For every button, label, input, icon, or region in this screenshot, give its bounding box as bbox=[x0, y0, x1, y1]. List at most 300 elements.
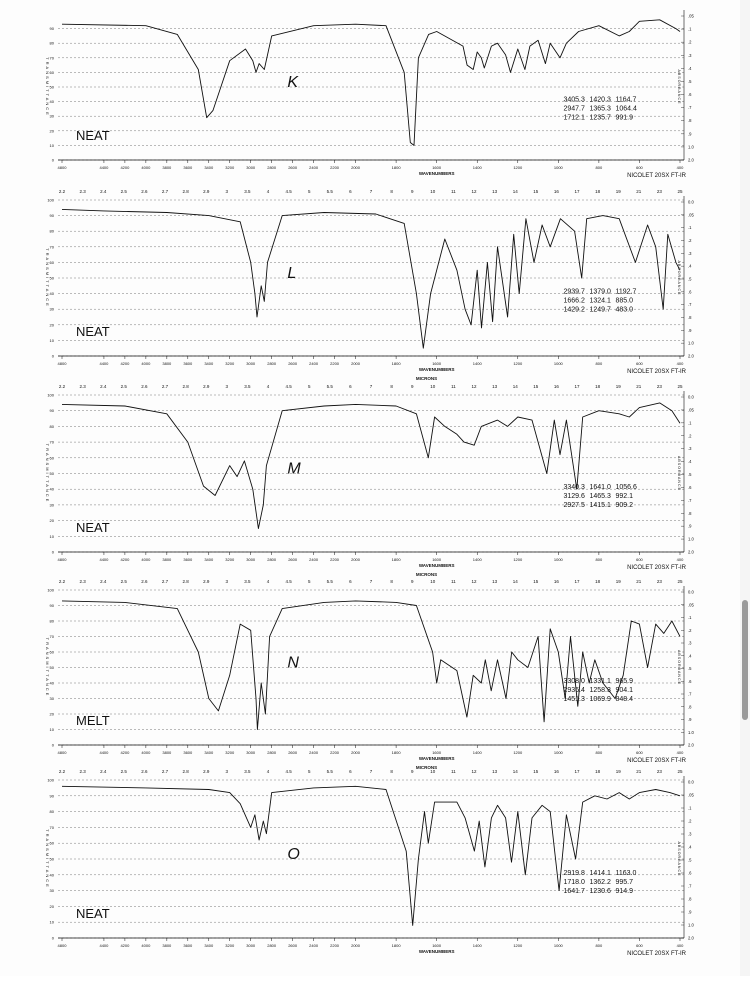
micron-tick-label: 5 bbox=[307, 579, 311, 584]
y-tick-label: 60 bbox=[49, 259, 54, 265]
x-tick-label: 1600 bbox=[432, 943, 442, 948]
x-tick-label: 3000 bbox=[246, 557, 256, 562]
absorbance-tick-label: 2.0 bbox=[688, 742, 694, 748]
absorbance-tick-label: .8 bbox=[688, 118, 692, 124]
absorbance-tick-label: 0.0 bbox=[688, 589, 694, 595]
x-tick-label: 2800 bbox=[267, 943, 277, 948]
y-tick-label: 0 bbox=[51, 935, 54, 941]
absorbance-tick-label: .05 bbox=[688, 407, 694, 413]
micron-tick-label: 2.2 bbox=[58, 579, 66, 584]
absorbance-tick-label: .2 bbox=[688, 39, 692, 45]
absorbance-tick-label: .7 bbox=[688, 883, 692, 889]
scrollbar-track[interactable] bbox=[740, 0, 750, 976]
micron-tick-label: 4 bbox=[266, 384, 270, 389]
micron-tick-label: 18 bbox=[595, 579, 601, 584]
x-tick-label: 4400 bbox=[99, 750, 109, 755]
micron-tick-label: 2.4 bbox=[100, 189, 107, 194]
instrument-label: NICOLET 20SX FT-IR bbox=[627, 173, 686, 179]
y-tick-label: 90 bbox=[49, 793, 54, 799]
absorbance-axis-label: ABSORBANCE bbox=[677, 69, 681, 105]
peak-value: 3405.3 bbox=[563, 96, 585, 104]
micron-tick-label: 12 bbox=[471, 384, 477, 389]
micron-tick-label: 15 bbox=[533, 579, 539, 584]
peak-value: 1666.2 bbox=[563, 297, 585, 305]
absorbance-tick-label: .9 bbox=[688, 909, 692, 915]
x-tick-label: 3400 bbox=[204, 361, 214, 366]
micron-tick-label: 2.3 bbox=[79, 579, 86, 584]
absorbance-axis bbox=[681, 780, 694, 941]
absorbance-tick-label: 1.0 bbox=[688, 340, 694, 346]
x-tick-label: 1800 bbox=[391, 943, 401, 948]
micron-tick-label: 2.2 bbox=[58, 189, 66, 194]
micron-tick-label: 19 bbox=[615, 189, 621, 194]
peak-value: 1712.1 bbox=[563, 114, 585, 122]
peak-value: 1164.7 bbox=[615, 96, 637, 104]
sample-label: L bbox=[287, 265, 297, 282]
x-tick-label: 3200 bbox=[225, 361, 235, 366]
micron-tick-label: 21 bbox=[636, 769, 642, 774]
absorbance-tick-label: .7 bbox=[688, 105, 692, 111]
absorbance-tick-label: .1 bbox=[688, 420, 692, 426]
x-tick-label: 4000 bbox=[141, 943, 151, 948]
absorbance-tick-label: 2.0 bbox=[688, 353, 694, 359]
y-tick-label: 50 bbox=[49, 84, 54, 90]
gridlines bbox=[47, 393, 684, 555]
micron-tick-label: 2.6 bbox=[141, 769, 148, 774]
micron-tick-label: 12 bbox=[471, 579, 477, 584]
micron-tick-label: 7 bbox=[369, 189, 373, 194]
peak-value: 1641.7 bbox=[563, 887, 585, 895]
x-tick-label: 2600 bbox=[288, 165, 298, 170]
micron-tick-label: 4.5 bbox=[285, 769, 292, 774]
y-axis-label: TRANSMITTANCE bbox=[45, 829, 50, 889]
peak-table bbox=[563, 97, 637, 122]
micron-tick-label: 3 bbox=[225, 384, 229, 389]
absorbance-tick-label: .2 bbox=[688, 627, 692, 633]
x-tick-label: 600 bbox=[636, 943, 643, 948]
peak-value: 3340.3 bbox=[563, 484, 585, 492]
x-tick-label: 2000 bbox=[351, 943, 361, 948]
y-tick-label: 90 bbox=[49, 26, 54, 32]
y-tick-label: 30 bbox=[49, 696, 54, 701]
micron-axis bbox=[59, 769, 683, 774]
x-tick-label: 3800 bbox=[162, 165, 172, 170]
state-label: MELT bbox=[76, 713, 110, 728]
micron-tick-label: 2.8 bbox=[182, 384, 189, 389]
peak-value: 2936.4 bbox=[563, 687, 585, 694]
x-tick-label: 3600 bbox=[183, 943, 193, 948]
x-tick-label: 4400 bbox=[99, 361, 109, 366]
absorbance-tick-label: .9 bbox=[688, 717, 692, 722]
peak-value: 914.9 bbox=[615, 887, 634, 895]
micron-tick-label: 9 bbox=[410, 189, 414, 194]
peak-value: 2947.7 bbox=[563, 105, 585, 113]
micron-tick-label: 11 bbox=[451, 769, 456, 774]
micron-tick-label: 2.3 bbox=[79, 189, 86, 194]
y-tick-label: 70 bbox=[49, 634, 54, 639]
micron-tick-label: 16 bbox=[553, 189, 559, 194]
y-tick-label: 70 bbox=[49, 439, 54, 445]
x-tick-label: 1400 bbox=[472, 165, 482, 170]
x-tick-label: 2400 bbox=[309, 165, 319, 170]
peak-value: 1230.6 bbox=[589, 887, 611, 895]
micron-tick-label: 3.5 bbox=[244, 579, 251, 584]
y-tick-label: 40 bbox=[49, 486, 54, 492]
micron-tick-label: 2.4 bbox=[100, 769, 107, 774]
micron-tick-label: 2.2 bbox=[58, 769, 66, 774]
x-tick-label: 4400 bbox=[99, 165, 109, 170]
x-tick-label: 1800 bbox=[391, 361, 401, 366]
micron-tick-label: 15 bbox=[533, 189, 539, 194]
x-axis bbox=[58, 356, 685, 366]
y-tick-label: 20 bbox=[49, 322, 54, 328]
y-tick-label: 80 bbox=[49, 40, 54, 46]
peak-value: 1056.6 bbox=[615, 484, 637, 492]
absorbance-tick-label: .2 bbox=[688, 238, 692, 243]
x-tick-label: 800 bbox=[595, 943, 603, 948]
absorbance-tick-label: .1 bbox=[688, 615, 692, 620]
x-tick-label: 1600 bbox=[432, 750, 442, 755]
x-tick-label: 3200 bbox=[225, 557, 235, 562]
y-tick-label: 70 bbox=[49, 244, 54, 250]
x-tick-label: 4400 bbox=[99, 557, 109, 562]
absorbance-tick-label: .6 bbox=[688, 870, 692, 876]
micron-tick-label: 16 bbox=[553, 769, 559, 774]
absorbance-tick-label: .7 bbox=[688, 691, 692, 697]
peak-value: 1451.3 bbox=[563, 696, 585, 703]
x-axis-label: WAVENUMBERS bbox=[418, 949, 455, 954]
micron-tick-label: 2.3 bbox=[79, 769, 86, 774]
micron-tick-label: 15 bbox=[533, 384, 539, 389]
absorbance-axis bbox=[681, 200, 694, 359]
x-tick-label: 2000 bbox=[351, 361, 361, 366]
micron-tick-label: 2.7 bbox=[161, 579, 169, 584]
micron-tick-label: 14 bbox=[512, 189, 518, 194]
micron-tick-label: 2.9 bbox=[203, 579, 210, 584]
peak-value: 2919.8 bbox=[563, 869, 585, 877]
peak-value: 1718.0 bbox=[563, 878, 585, 886]
y-tick-label: 90 bbox=[49, 408, 54, 414]
x-tick-label: 1600 bbox=[432, 165, 442, 170]
absorbance-tick-label: .1 bbox=[688, 225, 692, 231]
x-tick-label: 3600 bbox=[183, 165, 193, 170]
micron-tick-label: 6 bbox=[349, 384, 352, 389]
absorbance-tick-label: .6 bbox=[688, 92, 692, 98]
y-tick-label: 10 bbox=[49, 919, 54, 925]
y-tick-label: 40 bbox=[49, 291, 54, 297]
absorbance-tick-label: .05 bbox=[688, 792, 694, 798]
absorbance-tick-label: 1.0 bbox=[688, 144, 694, 150]
micron-tick-label: 7 bbox=[369, 579, 373, 584]
micron-tick-label: 2.9 bbox=[203, 769, 210, 774]
y-tick-label: 80 bbox=[49, 809, 54, 815]
x-axis bbox=[58, 552, 685, 562]
absorbance-axis bbox=[681, 14, 694, 163]
absorbance-tick-label: .9 bbox=[688, 523, 692, 529]
absorbance-tick-label: .7 bbox=[688, 302, 692, 308]
x-tick-label: 4200 bbox=[120, 165, 130, 170]
micron-tick-label: 8 bbox=[390, 189, 393, 194]
gridlines bbox=[47, 588, 684, 748]
absorbance-tick-label: 2.0 bbox=[688, 549, 694, 555]
micron-tick-label: 2.4 bbox=[100, 579, 107, 584]
micron-tick-label: 19 bbox=[615, 579, 621, 584]
x-tick-label: 3000 bbox=[246, 165, 256, 170]
micron-tick-label: 2.8 bbox=[182, 579, 189, 584]
micron-tick-label: 11 bbox=[451, 189, 456, 194]
y-tick-label: 30 bbox=[49, 502, 54, 508]
y-tick-label: 20 bbox=[49, 128, 54, 134]
y-tick-label: 100 bbox=[47, 197, 54, 203]
peak-value: 1331.1 bbox=[589, 678, 611, 685]
state-label: NEAT bbox=[76, 520, 110, 535]
peak-value: 904.1 bbox=[615, 687, 634, 694]
x-tick-label: 4200 bbox=[120, 361, 130, 366]
peak-value: 1163.0 bbox=[615, 869, 637, 877]
micron-tick-label: 25 bbox=[677, 189, 683, 194]
x-tick-label: 1200 bbox=[513, 361, 523, 366]
absorbance-tick-label: .2 bbox=[688, 433, 692, 439]
absorbance-tick-label: .1 bbox=[688, 805, 692, 811]
micron-tick-label: 13 bbox=[492, 579, 498, 584]
peak-value: 1069.9 bbox=[589, 696, 611, 703]
x-tick-label: 2800 bbox=[267, 361, 277, 366]
absorbance-tick-label: .8 bbox=[688, 315, 692, 320]
micron-tick-label: 23 bbox=[656, 579, 662, 584]
x-tick-label: 2200 bbox=[330, 361, 340, 366]
x-tick-label: 4800 bbox=[57, 943, 67, 948]
absorbance-tick-label: .4 bbox=[688, 459, 692, 465]
absorbance-axis-label: ABSORBANCE bbox=[677, 260, 681, 296]
micron-tick-label: 5 bbox=[307, 769, 311, 774]
x-tick-label: 4200 bbox=[120, 943, 130, 948]
x-tick-label: 2600 bbox=[288, 750, 298, 755]
x-tick-label: 3000 bbox=[246, 750, 256, 755]
y-tick-label: 50 bbox=[49, 856, 54, 862]
micron-tick-label: 2.7 bbox=[161, 384, 169, 389]
peak-value: 995.7 bbox=[615, 878, 634, 886]
y-tick-label: 40 bbox=[49, 872, 54, 878]
absorbance-tick-label: .8 bbox=[688, 896, 692, 902]
spectrum-panel-m bbox=[45, 384, 694, 577]
absorbance-tick-label: .3 bbox=[688, 250, 692, 256]
micron-tick-label: 14 bbox=[512, 769, 518, 774]
peak-value: 909.2 bbox=[615, 502, 634, 510]
micron-tick-label: 2.5 bbox=[120, 384, 127, 389]
x-tick-label: 3200 bbox=[225, 750, 235, 755]
x-tick-label: 4800 bbox=[57, 557, 67, 562]
absorbance-tick-label: .5 bbox=[688, 78, 692, 84]
x-axis-label: WAVENUMBERS bbox=[418, 563, 455, 568]
x-tick-label: 4000 bbox=[141, 557, 151, 562]
x-tick-label: 1400 bbox=[472, 557, 482, 562]
absorbance-tick-label: .05 bbox=[688, 602, 694, 608]
x-tick-label: 4800 bbox=[57, 165, 67, 170]
micron-tick-label: 21 bbox=[636, 384, 642, 389]
micron-tick-label: 13 bbox=[492, 189, 498, 194]
micron-tick-label: 2.5 bbox=[120, 579, 127, 584]
micron-tick-label: 2.8 bbox=[182, 189, 189, 194]
absorbance-tick-label: .5 bbox=[688, 276, 692, 282]
y-tick-label: 20 bbox=[49, 903, 54, 909]
y-axis-label: TRANSMITTANCE bbox=[45, 443, 50, 504]
x-tick-label: 2800 bbox=[267, 750, 277, 755]
x-tick-label: 4800 bbox=[57, 361, 67, 366]
instrument-label: NICOLET 20SX FT-IR bbox=[627, 565, 686, 571]
micron-tick-label: 25 bbox=[677, 384, 683, 389]
x-tick-label: 4800 bbox=[57, 750, 67, 755]
peak-value: 848.4 bbox=[615, 696, 634, 703]
x-tick-label: 1600 bbox=[432, 557, 442, 562]
y-tick-label: 100 bbox=[47, 777, 54, 783]
micron-tick-label: 9 bbox=[410, 384, 414, 389]
x-tick-label: 3800 bbox=[162, 750, 172, 755]
micron-tick-label: 12 bbox=[471, 189, 477, 194]
absorbance-tick-label: 2.0 bbox=[688, 935, 694, 941]
x-tick-label: 3600 bbox=[183, 557, 193, 562]
spectrum-panel-l bbox=[45, 189, 694, 381]
peak-value: 1414.1 bbox=[589, 869, 611, 877]
absorbance-tick-label: 0.0 bbox=[688, 199, 694, 205]
x-tick-label: 1000 bbox=[553, 361, 563, 366]
y-tick-label: 10 bbox=[49, 337, 54, 343]
micron-tick-label: 2.9 bbox=[203, 189, 210, 194]
y-tick-label: 30 bbox=[49, 306, 54, 312]
micron-tick-label: 2.5 bbox=[120, 769, 127, 774]
x-tick-label: 1200 bbox=[513, 943, 523, 948]
x-tick-label: 800 bbox=[595, 165, 603, 170]
y-tick-label: 10 bbox=[49, 533, 54, 539]
y-tick-label: 80 bbox=[49, 618, 54, 624]
peak-table bbox=[563, 870, 636, 895]
y-tick-label: 80 bbox=[49, 228, 54, 234]
state-label: NEAT bbox=[76, 128, 110, 143]
x-tick-label: 600 bbox=[636, 165, 643, 170]
y-tick-label: 0 bbox=[51, 157, 54, 163]
absorbance-axis-label: ABSORBANCE bbox=[677, 650, 681, 685]
absorbance-tick-label: .3 bbox=[688, 640, 692, 646]
x-tick-label: 1800 bbox=[391, 750, 401, 755]
sample-label: N bbox=[287, 654, 299, 672]
micron-axis-label: MICRONS bbox=[415, 572, 438, 577]
micron-axis bbox=[59, 384, 683, 389]
micron-tick-label: 10 bbox=[430, 189, 436, 194]
peak-value: 965.9 bbox=[615, 678, 634, 685]
absorbance-tick-label: .7 bbox=[688, 497, 692, 503]
micron-axis-label: MICRONS bbox=[415, 376, 438, 381]
x-axis-label: WAVENUMBERS bbox=[418, 756, 455, 761]
x-tick-label: 800 bbox=[595, 361, 603, 366]
x-tick-label: 2400 bbox=[309, 943, 319, 948]
peak-value: 1465.3 bbox=[589, 493, 611, 501]
micron-tick-label: 13 bbox=[492, 769, 498, 774]
x-tick-label: 2000 bbox=[351, 750, 361, 755]
micron-axis-label: MICRONS bbox=[415, 765, 438, 770]
peak-value: 1235.7 bbox=[589, 114, 611, 122]
micron-tick-label: 9 bbox=[410, 579, 414, 584]
absorbance-tick-label: .9 bbox=[688, 131, 692, 137]
peak-value: 3308.0 bbox=[563, 678, 585, 685]
y-tick-label: 60 bbox=[49, 69, 54, 75]
x-tick-label: 3000 bbox=[246, 361, 256, 366]
absorbance-tick-label: .5 bbox=[688, 666, 692, 671]
micron-tick-label: 10 bbox=[430, 769, 436, 774]
micron-tick-label: 25 bbox=[677, 579, 683, 584]
micron-tick-label: 23 bbox=[656, 189, 662, 194]
x-tick-label: 1400 bbox=[472, 750, 482, 755]
micron-tick-label: 19 bbox=[615, 384, 621, 389]
peak-value: 1429.2 bbox=[563, 306, 585, 314]
micron-tick-label: 4.5 bbox=[285, 579, 292, 584]
micron-axis bbox=[59, 579, 683, 584]
sample-label: M bbox=[287, 460, 301, 478]
micron-tick-label: 23 bbox=[656, 384, 662, 389]
x-tick-label: 800 bbox=[595, 557, 603, 562]
x-tick-label: 2600 bbox=[288, 943, 298, 948]
x-tick-label: 2200 bbox=[330, 943, 340, 948]
micron-tick-label: 5 bbox=[307, 189, 311, 194]
y-tick-label: 10 bbox=[49, 727, 54, 732]
peak-table bbox=[563, 484, 637, 509]
absorbance-tick-label: .1 bbox=[688, 26, 692, 32]
peak-value: 1064.4 bbox=[615, 105, 637, 113]
peak-value: 483.0 bbox=[615, 306, 634, 314]
absorbance-tick-label: 0.0 bbox=[688, 394, 694, 400]
absorbance-axis bbox=[681, 395, 694, 555]
micron-tick-label: 10 bbox=[430, 579, 436, 584]
x-tick-label: 800 bbox=[595, 750, 603, 755]
y-tick-label: 10 bbox=[49, 142, 54, 148]
micron-tick-label: 25 bbox=[677, 769, 683, 774]
x-tick-label: 400 bbox=[676, 943, 684, 948]
micron-tick-label: 21 bbox=[636, 579, 642, 584]
micron-tick-label: 14 bbox=[512, 579, 518, 584]
peak-value: 1362.2 bbox=[589, 878, 611, 886]
micron-tick-label: 2.5 bbox=[120, 189, 127, 194]
absorbance-tick-label: .3 bbox=[688, 831, 692, 837]
micron-axis bbox=[59, 189, 683, 194]
micron-tick-label: 4 bbox=[266, 579, 270, 584]
x-tick-label: 3800 bbox=[162, 557, 172, 562]
micron-tick-label: 4.5 bbox=[285, 384, 292, 389]
micron-tick-label: 4 bbox=[266, 769, 270, 774]
x-tick-label: 1400 bbox=[472, 361, 482, 366]
peak-value: 3129.6 bbox=[563, 493, 585, 501]
absorbance-tick-label: .8 bbox=[688, 704, 692, 710]
x-tick-label: 600 bbox=[636, 361, 643, 366]
micron-tick-label: 16 bbox=[553, 579, 559, 584]
x-tick-label: 2400 bbox=[309, 750, 319, 755]
micron-tick-label: 5.5 bbox=[326, 769, 333, 774]
x-tick-label: 1000 bbox=[553, 557, 563, 562]
x-tick-label: 4400 bbox=[99, 943, 109, 948]
micron-tick-label: 2.2 bbox=[58, 384, 66, 389]
micron-tick-label: 4.5 bbox=[285, 189, 292, 194]
micron-tick-label: 10 bbox=[430, 384, 436, 389]
x-tick-label: 3400 bbox=[204, 165, 214, 170]
micron-tick-label: 19 bbox=[615, 769, 621, 774]
peak-value: 992.1 bbox=[615, 493, 634, 501]
x-tick-label: 1200 bbox=[513, 750, 523, 755]
peak-value: 1324.1 bbox=[589, 297, 611, 305]
absorbance-tick-label: .6 bbox=[688, 678, 692, 684]
peak-value: 1420.3 bbox=[589, 96, 611, 104]
absorbance-tick-label: 1.0 bbox=[688, 536, 694, 542]
scrollbar-thumb[interactable] bbox=[742, 600, 748, 720]
micron-tick-label: 14 bbox=[512, 384, 518, 389]
x-tick-label: 3200 bbox=[225, 165, 235, 170]
peak-value: 1365.3 bbox=[589, 105, 611, 113]
